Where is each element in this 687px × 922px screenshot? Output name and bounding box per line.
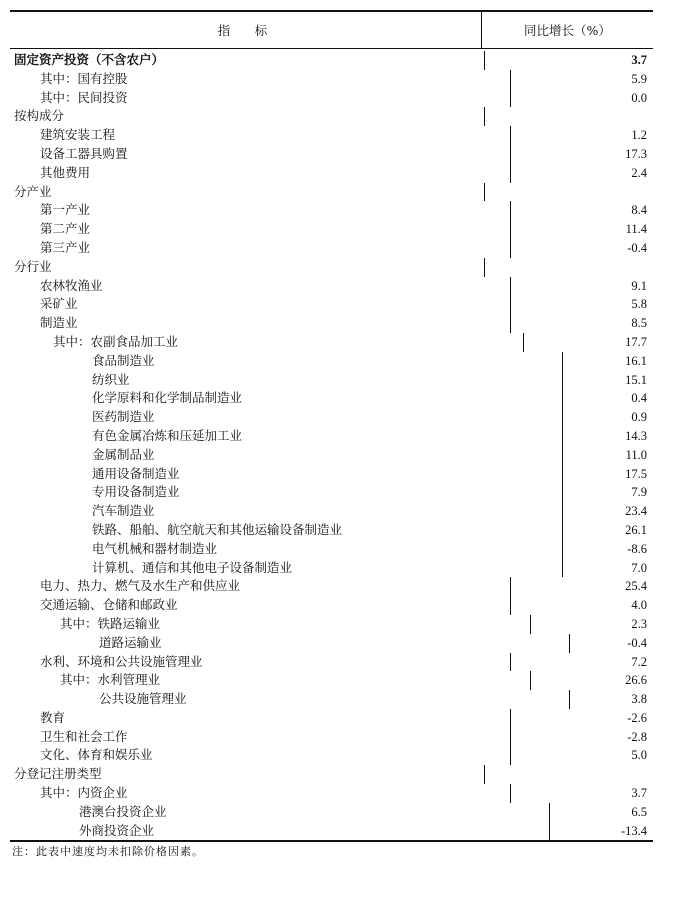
table-row	[10, 596, 653, 615]
row-value: -13.4	[620, 823, 647, 838]
table-body	[10, 49, 653, 840]
table-row	[10, 145, 653, 164]
row-label: 分行业	[10, 258, 485, 277]
row-value	[485, 183, 653, 202]
table-row	[10, 427, 653, 446]
row-label: 电力、热力、燃气及水生产和供应业	[10, 577, 511, 596]
row-label: 化学原料和化学制品制造业	[10, 389, 563, 408]
row-label: 外商投资企业	[10, 822, 550, 841]
row-label: 采矿业	[10, 295, 511, 314]
table-row	[10, 408, 653, 427]
table-footnote: 注：此表中速度均未扣除价格因素。	[12, 845, 204, 858]
table-row	[10, 220, 653, 239]
row-value: 9.1	[631, 278, 647, 293]
row-value: 1.2	[631, 128, 647, 143]
row-value: 23.4	[625, 504, 647, 519]
table-row	[10, 822, 653, 841]
row-label: 教育	[10, 709, 511, 728]
header-growth: 同比增长（%）	[524, 23, 611, 38]
row-label: 建筑安装工程	[10, 126, 511, 145]
row-value: 14.3	[625, 428, 647, 443]
row-value: 17.5	[625, 466, 647, 481]
table-row	[10, 295, 653, 314]
row-label: 专用设备制造业	[10, 483, 563, 502]
row-label: 制造业	[10, 314, 511, 333]
row-value: 6.5	[631, 804, 647, 819]
table-row	[10, 164, 653, 183]
row-label: 其中：水利管理业	[10, 671, 531, 690]
row-label: 铁路、船舶、航空航天和其他运输设备制造业	[10, 521, 563, 540]
row-label: 其中：农副食品加工业	[10, 333, 524, 352]
table-row	[10, 446, 653, 465]
table-row	[10, 728, 653, 747]
table-row	[10, 502, 653, 521]
row-value: -0.4	[627, 635, 647, 650]
row-label: 交通运输、仓储和邮政业	[10, 596, 511, 615]
table-row	[10, 803, 653, 822]
row-value	[485, 765, 653, 784]
row-value: 0.4	[631, 391, 647, 406]
table-row	[10, 258, 653, 277]
row-value: -0.4	[627, 240, 647, 255]
row-value: 16.1	[625, 353, 647, 368]
table-row	[10, 521, 653, 540]
table-row	[10, 483, 653, 502]
row-label: 设备工器具购置	[10, 145, 511, 164]
table-row	[10, 201, 653, 220]
row-label: 汽车制造业	[10, 502, 563, 521]
table-row	[10, 577, 653, 596]
table-row	[10, 784, 653, 803]
row-value: 2.4	[631, 165, 647, 180]
row-value: 7.0	[631, 560, 647, 575]
table-row	[10, 765, 653, 784]
row-value: 5.8	[631, 297, 647, 312]
row-label: 水利、环境和公共设施管理业	[10, 653, 511, 672]
row-value: 11.0	[625, 447, 647, 462]
table-row	[10, 559, 653, 578]
table-row	[10, 314, 653, 333]
table-row	[10, 239, 653, 258]
row-value: 0.0	[631, 90, 647, 105]
table-row	[10, 540, 653, 559]
row-value: 17.7	[625, 334, 647, 349]
row-value	[485, 107, 653, 126]
row-label: 医药制造业	[10, 408, 563, 427]
row-label: 文化、体育和娱乐业	[10, 746, 511, 765]
row-value: 25.4	[625, 579, 647, 594]
row-label: 食品制造业	[10, 352, 563, 371]
table-row	[10, 371, 653, 390]
row-label: 第三产业	[10, 239, 511, 258]
row-value: -8.6	[627, 541, 647, 556]
table-row	[10, 107, 653, 126]
row-value: 15.1	[625, 372, 647, 387]
row-value	[485, 258, 653, 277]
table-row	[10, 333, 653, 352]
table-row	[10, 465, 653, 484]
row-label: 分产业	[10, 183, 485, 202]
table-row	[10, 671, 653, 690]
row-value: 8.4	[631, 203, 647, 218]
table-row	[10, 183, 653, 202]
row-value: 17.3	[625, 146, 647, 161]
table-row	[10, 746, 653, 765]
table-row	[10, 70, 653, 89]
table-row	[10, 634, 653, 653]
table-row	[10, 49, 653, 70]
table-row	[10, 709, 653, 728]
row-value: 26.1	[625, 522, 647, 537]
row-label: 卫生和社会工作	[10, 728, 511, 747]
row-label: 有色金属冶炼和压延加工业	[10, 427, 563, 446]
table-row	[10, 277, 653, 296]
row-value: 4.0	[631, 598, 647, 613]
row-label: 电气机械和器材制造业	[10, 540, 563, 559]
row-label: 分登记注册类型	[10, 765, 485, 784]
row-label: 第二产业	[10, 220, 511, 239]
table-row	[10, 615, 653, 634]
table-row	[10, 126, 653, 145]
row-value: 2.3	[631, 616, 647, 631]
row-label: 按构成分	[10, 107, 485, 126]
table-row	[10, 352, 653, 371]
row-value: -2.8	[627, 729, 647, 744]
row-label: 其中：国有控股	[10, 70, 511, 89]
row-value: 8.5	[631, 316, 647, 331]
row-value: 7.2	[631, 654, 647, 669]
table-row	[10, 690, 653, 709]
row-label: 纺织业	[10, 371, 563, 390]
row-label: 公共设施管理业	[10, 690, 570, 709]
row-value: 0.9	[631, 410, 647, 425]
row-value: -2.6	[627, 710, 647, 725]
row-label: 第一产业	[10, 201, 511, 220]
row-value: 5.0	[631, 748, 647, 763]
row-label: 其中：民间投资	[10, 89, 511, 108]
row-value: 3.8	[631, 692, 647, 707]
row-label: 固定资产投资（不含农户）	[10, 51, 485, 70]
header-indicator: 指 标	[10, 12, 482, 48]
row-value: 5.9	[631, 71, 647, 86]
row-value: 26.6	[625, 673, 647, 688]
row-label: 金属制品业	[10, 446, 563, 465]
row-value: 11.4	[625, 222, 647, 237]
row-label: 港澳台投资企业	[10, 803, 550, 822]
row-label: 通用设备制造业	[10, 465, 563, 484]
row-label: 其他费用	[10, 164, 511, 183]
table-header	[10, 12, 653, 49]
row-label: 计算机、通信和其他电子设备制造业	[10, 559, 563, 578]
investment-table	[10, 10, 653, 842]
table-row	[10, 89, 653, 108]
row-value: 3.7	[631, 786, 647, 801]
row-label: 道路运输业	[10, 634, 570, 653]
row-label: 农林牧渔业	[10, 277, 511, 296]
table-row	[10, 653, 653, 672]
row-label: 其中：铁路运输业	[10, 615, 531, 634]
table-row	[10, 389, 653, 408]
row-value: 7.9	[631, 485, 647, 500]
row-label: 其中：内资企业	[10, 784, 511, 803]
row-value: 3.7	[631, 53, 647, 67]
